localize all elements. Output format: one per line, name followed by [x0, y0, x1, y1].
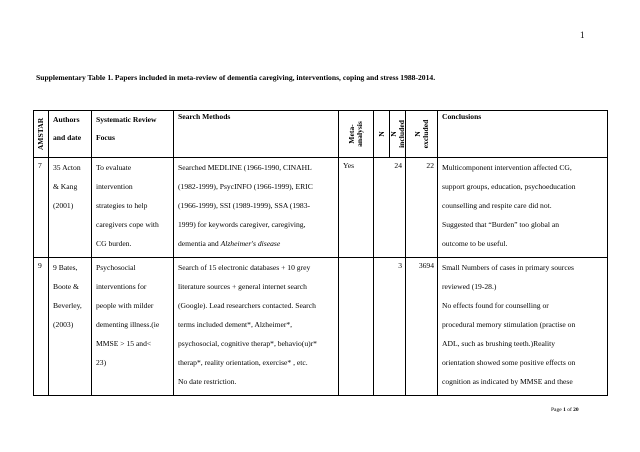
focus-line: To evaluate [96, 163, 132, 172]
n-included-value: 24 [374, 158, 406, 258]
conclusions-line: support groups, education, psychoeducation [442, 182, 576, 191]
focus-line: caregivers cope with [96, 220, 159, 229]
table-row [34, 258, 608, 396]
methods-line: No date restriction. [178, 377, 237, 386]
n-excluded-value: 22 [406, 158, 438, 258]
conclusions-line: reviewed (19-28.) [442, 282, 497, 291]
authors-line: (2001) [53, 201, 74, 210]
table-row [34, 158, 608, 258]
header-amstar [34, 111, 49, 158]
page-footer [551, 407, 579, 413]
methods-line: (1966-1999), SSI (1989-1999), SSA (1983- [178, 201, 311, 210]
conclusions-line: outcome to be useful. [442, 239, 508, 248]
header-n-label: N [376, 131, 386, 137]
header-authors [49, 111, 92, 158]
focus-line: CG burden. [96, 239, 132, 248]
methods-cell [174, 258, 339, 396]
amstar-score: 9 [34, 258, 49, 396]
footer-of: of [565, 407, 574, 413]
header-methods-label: Search Methods [178, 112, 231, 121]
meta-analysis-value [339, 258, 374, 396]
header-meta-label [348, 121, 364, 147]
methods-line: Searched MEDLINE (1966-1990, CINAHL [178, 163, 312, 172]
header-meta-line: Meta- [347, 124, 357, 144]
methods-line: (Google). Lead researchers contacted. Search [178, 301, 316, 310]
amstar-score: 7 [34, 158, 49, 258]
header-n-excluded-line: N [412, 131, 422, 137]
conclusions-line: Small Numbers of cases in primary sources [442, 263, 575, 272]
header-n-included-line: included [396, 120, 406, 148]
methods-line: Search of 15 electronic databases + 10 grey [178, 263, 311, 272]
header-methods [174, 111, 339, 158]
methods-italic-term: Alzheimer's disease [220, 239, 281, 248]
conclusions-line: ADL, such as brushing teeth.)Reality [442, 339, 556, 348]
focus-line: Psychosocial [96, 263, 136, 272]
authors-line: 35 Acton [53, 163, 81, 172]
methods-line: terms included dement*, Alzheimer*, [178, 320, 293, 329]
authors-line: Boote & [53, 282, 79, 291]
methods-line: 1999) for keywords caregiver, caregiving, [178, 220, 306, 229]
conclusions-line: cognition as indicated by MMSE and these [442, 377, 573, 386]
methods-line: (1982-1999), PsycINFO (1966-1999), ERIC [178, 182, 313, 191]
conclusions-line: procedural memory stimulation (practise on [442, 320, 576, 329]
focus-line: MMSE > 15 and< [96, 339, 152, 348]
header-meta-line: analysis [355, 121, 364, 147]
header-n-included [390, 111, 406, 158]
header-conclusions-label: Conclusions [442, 112, 482, 121]
header-authors-line: Authors [53, 115, 80, 124]
studies-table [33, 110, 608, 396]
header-row [34, 111, 608, 158]
header-authors-line: and date [53, 133, 82, 142]
conclusions-cell [438, 258, 608, 396]
conclusions-line: counselling and respite care did not. [442, 201, 552, 210]
n-excluded-value: 3694 [406, 258, 438, 396]
header-n-excluded [406, 111, 438, 158]
methods-line: psychosocial, cognitive therap*, behavio(u)r* [178, 339, 317, 348]
focus-line: strategies to help [96, 201, 148, 210]
conclusions-line: orientation showed some positive effects on [442, 358, 576, 367]
header-focus-line: Focus [96, 133, 115, 142]
focus-cell [92, 158, 174, 258]
focus-line: dementing illness.(ie [96, 320, 160, 329]
methods-cell [174, 158, 339, 258]
conclusions-line: No effects found for counselling or [442, 301, 549, 310]
header-n-excluded-line: excluded [420, 119, 430, 149]
header-n-included-line: N [388, 131, 398, 137]
table-caption: Supplementary Table 1. Papers included in meta-review of dementia caregiving, interventions, coping and stress 1988-2014. [36, 73, 436, 82]
header-focus [92, 111, 174, 158]
header-focus-line: Systematic Review [96, 115, 157, 124]
focus-line: people with milder [96, 301, 154, 310]
conclusions-cell [438, 158, 608, 258]
footer-prefix: Page [551, 407, 564, 413]
footer-total-pages: 20 [573, 407, 579, 413]
methods-line: therap*, reality orientation, exercise* , etc. [178, 358, 308, 367]
methods-line: literature sources + general internet search [178, 282, 307, 291]
header-n [374, 111, 390, 158]
authors-line: 9 Bates, [53, 263, 78, 272]
header-amstar-label: AMSTAR [36, 117, 46, 151]
conclusions-line: Suggested that “Burden” too global an [442, 220, 560, 229]
authors-cell [49, 158, 92, 258]
authors-line: & Kang [53, 182, 78, 191]
header-n-included-label [390, 120, 406, 148]
focus-line: intervention [96, 182, 133, 191]
conclusions-line: Multicomponent intervention affected CG, [442, 163, 572, 172]
n-included-value: 3 [374, 258, 406, 396]
header-meta-analysis [339, 111, 374, 158]
footer-current-page: 1 [563, 407, 566, 413]
meta-analysis-value: Yes [339, 158, 374, 258]
authors-line: Beverley, [53, 301, 82, 310]
header-conclusions [438, 111, 608, 158]
authors-line: (2003) [53, 320, 74, 329]
focus-line: interventions for [96, 282, 147, 291]
focus-cell [92, 258, 174, 396]
focus-line: 23) [96, 358, 107, 367]
authors-cell [49, 258, 92, 396]
methods-line [178, 238, 334, 257]
header-n-excluded-label [414, 120, 430, 149]
methods-text: dementia and [178, 239, 221, 248]
page-number: 1 [580, 30, 585, 40]
